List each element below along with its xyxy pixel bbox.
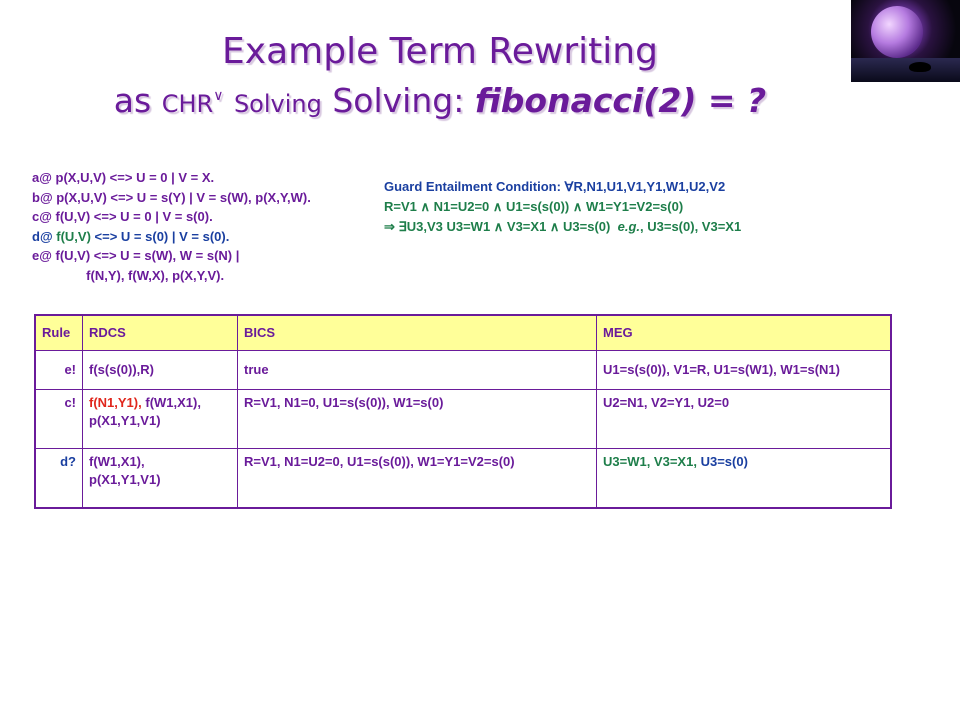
rule-a: a@ p(X,U,V) <=> U = 0 | V = X. — [32, 170, 215, 185]
cell-rule: e! — [35, 351, 83, 390]
rule-c: c@ f(U,V) <=> U = 0 | V = s(0). — [32, 209, 213, 224]
cell-rule: c! — [35, 390, 83, 449]
cell-meg: U2=N1, V2=Y1, U2=0 — [597, 390, 892, 449]
guard-entailment-block — [384, 177, 741, 237]
title-line-1: Example Term Rewriting — [222, 31, 658, 72]
cell-bics: true — [238, 351, 597, 390]
chr-rules-block — [32, 168, 311, 285]
header-meg: MEG — [597, 315, 892, 351]
header-rdcs: RDCS — [83, 315, 238, 351]
guard-line-3: ⇒ ∃U3,V3 U3=W1 ∧ V3=X1 ∧ U3=s(0) e.g., U3=s(0), V3=X1 — [384, 219, 742, 234]
cell-bics: R=V1, N1=0, U1=s(s(0)), W1=s(0) — [238, 390, 597, 449]
table-row — [35, 351, 891, 390]
cell-rule: d? — [35, 449, 83, 509]
rule-e-line2: f(N,Y), f(W,X), p(X,Y,V). — [32, 267, 225, 283]
rule-e-line1: e@ f(U,V) <=> U = s(W), W = s(N) | — [32, 248, 240, 263]
guard-line-2: R=V1 ∧ N1=U2=0 ∧ U1=s(s(0)) ∧ W1=Y1=V2=s(0) — [384, 199, 684, 214]
table-row — [35, 390, 891, 449]
header-rule: Rule — [35, 315, 83, 351]
table-header-row — [35, 315, 891, 351]
cell-rdcs: f(N1,Y1), f(W1,X1), p(X1,Y1,V1) — [83, 390, 238, 449]
title-line-2: as CHR∨ Solving Solving: fibonacci(2) = ? — [113, 81, 767, 120]
cell-meg: U1=s(s(0)), V1=R, U1=s(W1), W1=s(N1) — [597, 351, 892, 390]
slide-title — [0, 30, 880, 126]
header-bics: BICS — [238, 315, 597, 351]
table-row — [35, 449, 891, 509]
guard-line-1: Guard Entailment Condition: ∀R,N1,U1,V1,Y1,W1,U2,V2 — [384, 179, 726, 194]
cell-bics: R=V1, N1=U2=0, U1=s(s(0)), W1=Y1=V2=s(0) — [238, 449, 597, 509]
sea-shape — [851, 58, 960, 82]
orca-shape — [909, 62, 931, 72]
decorative-planet-image — [851, 0, 960, 82]
cell-meg: U3=W1, V3=X1, U3=s(0) — [597, 449, 892, 509]
cell-rdcs: f(s(s(0)),R) — [83, 351, 238, 390]
rule-b: b@ p(X,U,V) <=> U = s(Y) | V = s(W), p(X,Y,W). — [32, 189, 311, 205]
derivation-table — [34, 314, 892, 509]
cell-rdcs: f(W1,X1), p(X1,Y1,V1) — [83, 449, 238, 509]
rule-d: d@ f(U,V) <=> U = s(0) | V = s(0). — [32, 228, 230, 244]
planet-shape — [871, 6, 923, 58]
